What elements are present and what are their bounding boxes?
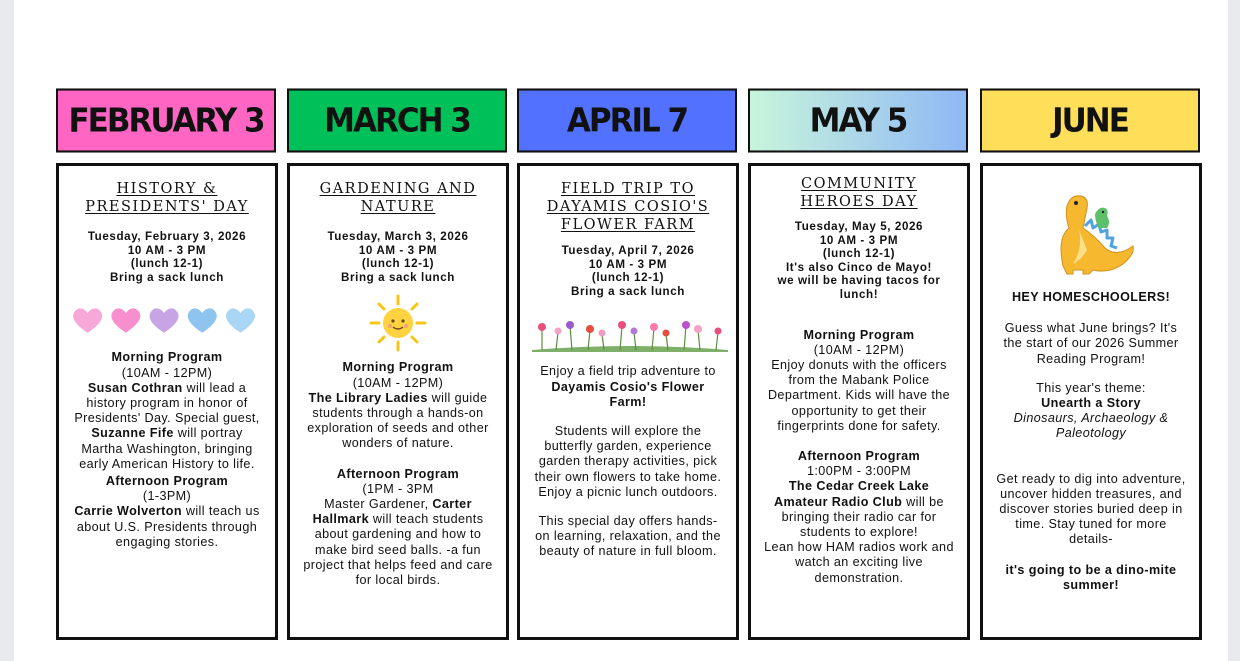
card-body (995, 290, 1187, 593)
event-time: 10 AM - 3 PM (588, 257, 668, 271)
morning-text: will guide students through a hands-on exploration of seeds and other wonders of nature. (307, 390, 489, 451)
event-time: 10 AM - 3 PM (819, 233, 899, 247)
header-june: JUNE (980, 88, 1200, 152)
morning-description (71, 381, 263, 472)
event-date: Tuesday, March 3, 2026 (327, 230, 469, 243)
closing-text: This special day offers hands-on learning, relaxation, and the beauty of nature in full bloom. (535, 514, 721, 559)
morning-heading: Morning Program (803, 327, 915, 342)
morning-text: Enjoy donuts with the officers from the Mabank Police Department. Kids will have the opportunity to get their fingerprints done for safety. (767, 357, 951, 433)
afternoon-description (71, 504, 263, 550)
morning-heading: Morning Program (342, 360, 454, 375)
hearts-icon (71, 306, 263, 336)
morning-time: (10AM - 12PM) (352, 375, 444, 390)
afternoon-description (302, 497, 494, 588)
theme-subtitle: Dinosaurs, Archaeology & Paleotology (1013, 411, 1169, 441)
afternoon-text-2: Lean how HAM radios work and watch an exciting live demonstration. (764, 540, 954, 585)
morning-text: will lead a history program in honor of Presidents' Day. Special guest, (74, 380, 260, 426)
flyer-page (14, 0, 1228, 661)
event-meta (763, 220, 955, 302)
theme-name: Unearth a Story (1041, 396, 1141, 411)
card-june (980, 163, 1202, 640)
event-lunch: (lunch 12-1) (361, 257, 435, 271)
sun-icon (302, 294, 494, 352)
afternoon-pre: Master Gardener, (324, 497, 433, 511)
afternoon-description (763, 479, 955, 540)
card-title: COMMUNITY HEROES DAY (800, 176, 918, 210)
flowers-icon-svg (532, 316, 728, 352)
hearts-icon-svg (71, 306, 263, 336)
card-april (517, 163, 739, 640)
event-note: Bring a sack lunch (110, 270, 224, 284)
event-meta (302, 230, 494, 284)
card-title: GARDENING AND NATURE (319, 181, 477, 215)
presenter-name: Susan Cothran (87, 380, 183, 395)
intro-text: Enjoy a field trip adventure to (540, 364, 716, 379)
sun-icon-svg (369, 294, 427, 352)
greeting: HEY HOMESCHOOLERS! (1011, 290, 1171, 304)
column-may (748, 90, 968, 585)
card-title: HISTORY & PRESIDENTS' DAY (85, 181, 249, 215)
presenter-name: The Cedar Creek Lake Amateur Radio Club (774, 479, 930, 509)
card-body (302, 360, 494, 588)
event-date: Tuesday, May 5, 2026 (794, 220, 924, 233)
event-note: It's also Cinco de Mayo! (785, 260, 932, 274)
presenter-name: The Library Ladies (308, 390, 428, 405)
afternoon-time: (1-3PM) (142, 489, 192, 504)
column-june (980, 90, 1200, 592)
event-date: Tuesday, April 7, 2026 (561, 244, 695, 257)
card-body (532, 364, 724, 559)
presenter-name: Carter Hallmark (312, 497, 472, 527)
afternoon-time: (1PM - 3PM (362, 481, 434, 496)
header-may: MAY 5 (748, 88, 968, 152)
afternoon-text: will teach us about U.S. Presidents through engaging stories. (76, 504, 260, 549)
morning-time: (10AM - 12PM) (121, 365, 213, 380)
event-date: Tuesday, February 3, 2026 (87, 230, 247, 243)
afternoon-text: will be bringing their radio car for students to explore! (781, 494, 944, 539)
event-lunch: (lunch 12-1) (591, 271, 665, 285)
flowers-icon (532, 316, 724, 352)
column-march (287, 90, 507, 588)
event-time: 10 AM - 3 PM (127, 243, 207, 257)
activities-text: Students will explore the butterfly garden, experience garden therapy activities, pick their own flowers to take home. (534, 423, 722, 484)
event-note: Bring a sack lunch (341, 270, 455, 284)
event-meta (532, 244, 724, 298)
card-title: FIELD TRIP TO DAYAMIS COSIO'S FLOWER FARM (546, 181, 710, 233)
card-march (287, 163, 509, 640)
card-body (763, 328, 955, 586)
afternoon-heading: Afternoon Program (336, 466, 460, 481)
column-april (517, 90, 737, 559)
presenter-name: Carrie Wolverton (74, 504, 182, 519)
heart-1 (73, 309, 102, 333)
event-meta (71, 230, 263, 284)
card-may (748, 163, 970, 640)
morning-time: (10AM - 12PM) (813, 342, 905, 357)
dinosaur-icon-svg (1043, 188, 1139, 280)
dinosaur-icon (995, 188, 1187, 280)
card-body (71, 350, 263, 550)
afternoon-time: 1:00PM - 3:00PM (807, 464, 911, 479)
theme-label: This year's theme: (1036, 380, 1146, 395)
afternoon-heading: Afternoon Program (105, 474, 229, 488)
guest-name: Suzanne Fife (91, 426, 174, 441)
event-lunch: (lunch 12-1) (130, 257, 204, 271)
column-february (56, 90, 276, 549)
event-lunch: (lunch 12-1) (822, 247, 896, 261)
morning-text-2: will portray Martha Washington, bringing early American History to life. (79, 426, 255, 471)
intro-text: Guess what June brings? It's the start of our 2026 Summer Reading Program! (1003, 321, 1179, 366)
morning-description (302, 391, 494, 452)
header-february: FEBRUARY 3 (56, 88, 276, 152)
details-text: Get ready to dig into adventure, uncover hidden treasures, and discover stories buried deep in time. Stay tuned for more details- (996, 471, 1186, 547)
event-time: 10 AM - 3 PM (358, 243, 438, 257)
closing-text: it's going to be a dino-mite summer! (1005, 562, 1177, 592)
event-note: Bring a sack lunch (571, 284, 685, 298)
header-april: APRIL 7 (517, 88, 737, 152)
lunch-text: Enjoy a picnic lunch outdoors. (538, 484, 718, 499)
afternoon-heading: Afternoon Program (797, 448, 921, 463)
destination-name: Dayamis Cosio's Flower Farm! (551, 379, 705, 409)
card-february (56, 163, 278, 640)
event-note-2: we will be having tacos for lunch! (777, 274, 941, 301)
header-march: MARCH 3 (287, 88, 507, 152)
morning-heading: Morning Program (111, 350, 223, 365)
afternoon-text: will teach students about gardening and how to make bird seed balls. -a fun project that helps feed and care for local birds. (303, 512, 493, 588)
